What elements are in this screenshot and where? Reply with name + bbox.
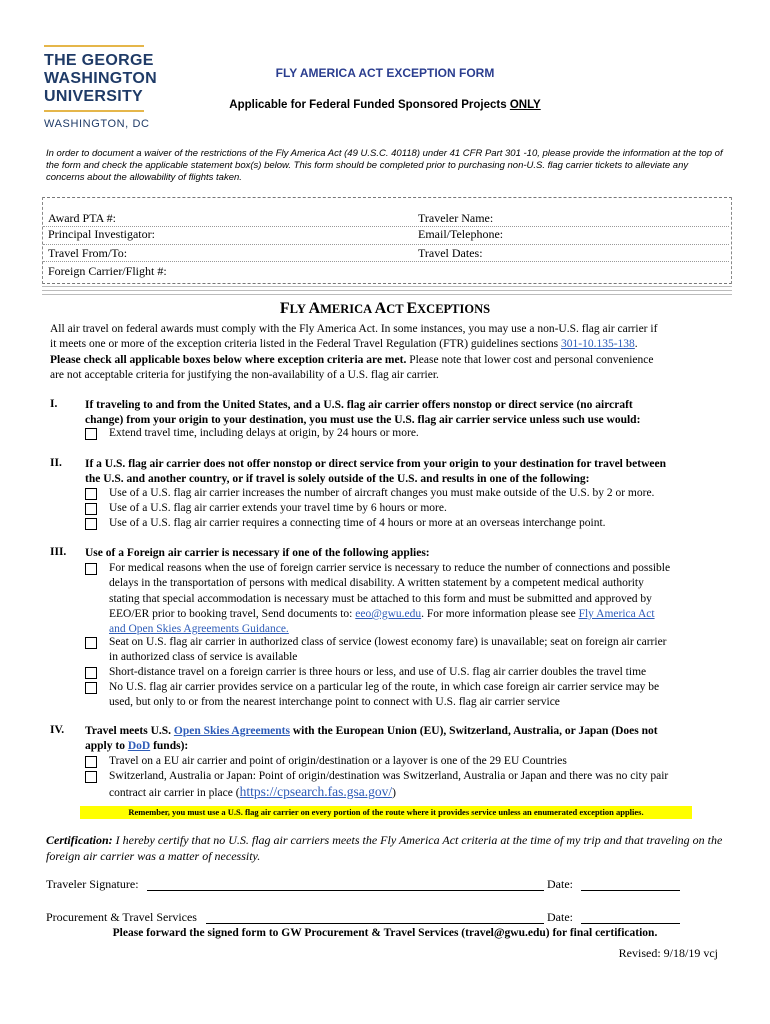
section-heading-line — [85, 739, 735, 754]
heading-smallcaps: XCEPTIONS — [417, 302, 491, 316]
option-label — [109, 635, 667, 666]
checkbox[interactable] — [85, 667, 97, 679]
field-separator — [43, 244, 729, 245]
logo-top-rule — [44, 45, 144, 47]
traveler-name-label: Traveler Name: — [418, 211, 494, 225]
subtitle-text: Applicable for Federal Funded Sponsored Projects — [229, 99, 510, 111]
certification-statement — [46, 833, 726, 864]
forward-instruction: Please forward the signed form to GW Procurement & Travel Services (travel@gwu.edu) for final certification. — [112, 927, 658, 939]
logo-line-1: THE GEORGE — [44, 52, 154, 69]
heading-letter: E — [406, 300, 418, 317]
section-1-heading — [85, 398, 735, 429]
section-heading-line: change) from your origin to your destination, you must use the U.S. flag air carrier service unless such use would: — [85, 414, 641, 427]
revision-note: Revised: 9/18/19 vcj — [618, 946, 718, 960]
award-pta-label: Award PTA #: — [48, 211, 116, 225]
cpsearch-link[interactable]: https://cpsearch.fas.gsa.gov/ — [239, 784, 393, 800]
checkbox[interactable] — [85, 682, 97, 694]
form-subtitle — [0, 99, 770, 111]
section-3-heading: Use of a Foreign air carrier is necessary if one of the following applies: — [85, 547, 430, 559]
date-label: Date: — [547, 910, 573, 924]
heading-text: funds): — [150, 740, 189, 753]
traveler-date-line[interactable] — [581, 890, 680, 891]
ftr-link[interactable]: 301-10.135-138 — [561, 338, 635, 351]
foreign-carrier-flight-label: Foreign Carrier/Flight #: — [48, 264, 167, 278]
eeo-email-link[interactable]: eeo@gwu.edu — [355, 607, 422, 620]
heading-smallcaps: MERICA — [320, 302, 375, 316]
intro-text: Please note that lower cost and personal convenience — [406, 353, 654, 366]
certification-label: Certification: — [46, 833, 113, 847]
section-1-number: I. — [50, 398, 58, 410]
heading-text: Travel meets U.S. — [85, 725, 174, 737]
option-label: Short-distance travel on a foreign carrier is three hours or less, and use of U.S. flag air carrier doubles the travel time — [109, 666, 647, 678]
intro-text: . — [634, 338, 638, 351]
checkbox[interactable] — [85, 488, 97, 500]
section-2-heading — [85, 457, 735, 488]
travel-dates-label: Travel Dates: — [418, 246, 483, 260]
heading-smallcaps: CT — [386, 302, 407, 316]
dod-link[interactable]: DoD — [127, 740, 151, 753]
section-3-option-2[interactable] — [85, 635, 735, 666]
heading-letter: F — [279, 300, 290, 317]
section-2-option-1[interactable] — [85, 486, 735, 502]
option-line: in authorized class of service is available — [109, 651, 298, 664]
option-label: Use of a U.S. flag air carrier extends your travel time by 6 hours or more. — [109, 502, 447, 514]
procurement-date-line[interactable] — [581, 923, 680, 924]
principal-investigator-label: Principal Investigator: — [48, 227, 155, 241]
divider-line — [42, 290, 732, 291]
section-3-option-3[interactable] — [85, 665, 735, 681]
intro-line — [50, 337, 730, 352]
option-line: For medical reasons when the use of foreign carrier service is necessary to reduce the number of connections and possible — [109, 562, 671, 574]
open-skies-link[interactable]: Open Skies Agreements — [173, 725, 290, 737]
option-line: stating that special accommodation is necessary must be attached to this form and must be submitted and approved by — [109, 592, 652, 605]
option-line: Seat on U.S. flag air carrier in authorized class of service (lowest economy fare) is unavailable; seat on foreign air carrier — [109, 636, 667, 648]
section-3-option-1[interactable] — [85, 561, 735, 639]
section-4-option-1[interactable] — [85, 754, 735, 770]
heading-smallcaps: LY — [289, 302, 309, 316]
subtitle-emphasis: ONLY — [509, 99, 541, 111]
section-4-number: IV. — [50, 724, 65, 736]
travel-from-to-label: Travel From/To: — [48, 246, 128, 260]
logo-line-3: UNIVERSITY — [44, 88, 144, 105]
section-2-option-2[interactable] — [85, 501, 735, 517]
option-line — [109, 784, 668, 801]
procurement-label: Procurement & Travel Services — [46, 910, 197, 924]
option-text: contract air carrier in place ( — [109, 787, 240, 800]
checkbox[interactable] — [85, 771, 97, 783]
option-line: No U.S. flag air carrier provides service on a particular leg of the route, in which case foreign air carrier service may be — [109, 681, 660, 693]
open-skies-guidance-link[interactable]: and Open Skies Agreements Guidance. — [109, 623, 289, 636]
date-label: Date: — [547, 877, 573, 891]
checkbox[interactable] — [85, 637, 97, 649]
traveler-signature-line[interactable] — [147, 890, 544, 891]
procurement-signature-line[interactable] — [206, 923, 544, 924]
checkbox[interactable] — [85, 428, 97, 440]
checkbox[interactable] — [85, 518, 97, 530]
section-heading-line: If a U.S. flag air carrier does not offer nonstop or direct service from your origin to your destination for travel between — [85, 458, 666, 470]
section-3-option-4[interactable] — [85, 680, 735, 711]
email-telephone-label: Email/Telephone: — [418, 227, 504, 241]
intro-line: All air travel on federal awards must comply with the Fly America Act. In some instances, you may use a non-U.S. flag air carrier if — [50, 323, 658, 335]
divider-line — [42, 286, 732, 287]
option-text: EEO/ER prior to booking travel, Send documents to: — [109, 607, 356, 620]
traveler-signature-label: Traveler Signature: — [46, 877, 139, 891]
option-label — [109, 561, 670, 637]
option-text: ) — [392, 787, 397, 800]
logo-line-2: WASHINGTON — [44, 70, 157, 87]
heading-text: with the European Union (EU), Switzerland, Australia, or Japan (Does not — [289, 725, 658, 737]
checkbox[interactable] — [85, 503, 97, 515]
heading-letter: A — [308, 300, 321, 317]
intro-line: are not acceptable criteria for justifying the non-availability of a U.S. flag air carrier. — [50, 368, 439, 381]
heading-text: apply to — [85, 740, 128, 753]
section-heading-line: If traveling to and from the United States, and a U.S. flag air carrier offers nonstop or direct service (no aircraft — [85, 399, 633, 411]
fly-america-link[interactable]: Fly America Act — [578, 607, 655, 620]
field-separator — [43, 261, 729, 262]
option-line: Switzerland, Australia or Japan: Point of origin/destination was Switzerland, Australia or Japan and there was no city pair — [109, 770, 669, 782]
option-label: Extend travel time, including delays at origin, by 24 hours or more. — [109, 427, 419, 439]
section-heading-line: the U.S. and another country, or if travel is solely outside of the U.S. and results in one of the following: — [85, 473, 590, 486]
exceptions-intro — [50, 322, 730, 383]
exceptions-heading — [0, 300, 770, 318]
option-line: delays in the transportation of persons with medical disability. A written statement by a competent medical authority — [109, 577, 644, 590]
section-4-option-2[interactable] — [85, 769, 735, 803]
option-label — [109, 769, 668, 802]
section-4-heading — [85, 724, 735, 755]
option-line: used, but only to or from the nearest interchange point to connect with U.S. flag air carrier service — [109, 696, 560, 709]
option-text: . For more information please see — [421, 607, 579, 620]
logo-location: WASHINGTON, DC — [44, 118, 150, 130]
divider-line — [42, 294, 732, 295]
section-2-number: II. — [50, 457, 62, 469]
option-label: Use of a U.S. flag air carrier requires a connecting time of 4 hours or more at an overseas interchange point. — [109, 517, 606, 529]
checkbox[interactable] — [85, 756, 97, 768]
section-heading-line — [85, 724, 735, 739]
check-instruction: Please check all applicable boxes below where exception criteria are met. — [50, 353, 407, 366]
form-title: FLY AMERICA ACT EXCEPTION FORM — [275, 66, 495, 80]
option-label: Travel on a EU air carrier and point of origin/destination or a layover is one of the 29 EU Countries — [109, 755, 567, 767]
certification-text: I hereby certify that no U.S. flag air carriers meets the Fly America Act criteria at the time of my trip and that traveling on the foreign air carrier was a matter of necessity. — [46, 833, 723, 863]
option-line — [109, 607, 670, 622]
section-1-option-1[interactable] — [85, 426, 735, 442]
checkbox[interactable] — [85, 563, 97, 575]
intro-line — [50, 353, 730, 368]
intro-text: it meets one or more of the exception criteria listed in the Federal Travel Regulation (FTR) guidelines sections — [50, 338, 561, 351]
remember-banner: Remember, you must use a U.S. flag air carrier on every portion of the route where it provides service unless an enumerated exception applies. — [80, 806, 692, 819]
section-3-number: III. — [50, 546, 67, 558]
intro-paragraph: In order to document a waiver of the restrictions of the Fly America Act (49 U.S.C. 40118) under 41 CFR Part 301 -10, please provide the information at the top of the form and check the applicable statement box(s) below. This form should be completed prior to purchasing non-U.S. flag carrier tickets to alleviate any concerns about the allowability of flights taken. — [46, 148, 723, 183]
heading-letter: A — [374, 300, 387, 317]
option-label: Use of a U.S. flag air carrier increases the number of aircraft changes you must make outside of the U.S. by 2 or more. — [109, 487, 655, 499]
section-2-option-3[interactable] — [85, 516, 735, 532]
option-label — [109, 680, 659, 711]
